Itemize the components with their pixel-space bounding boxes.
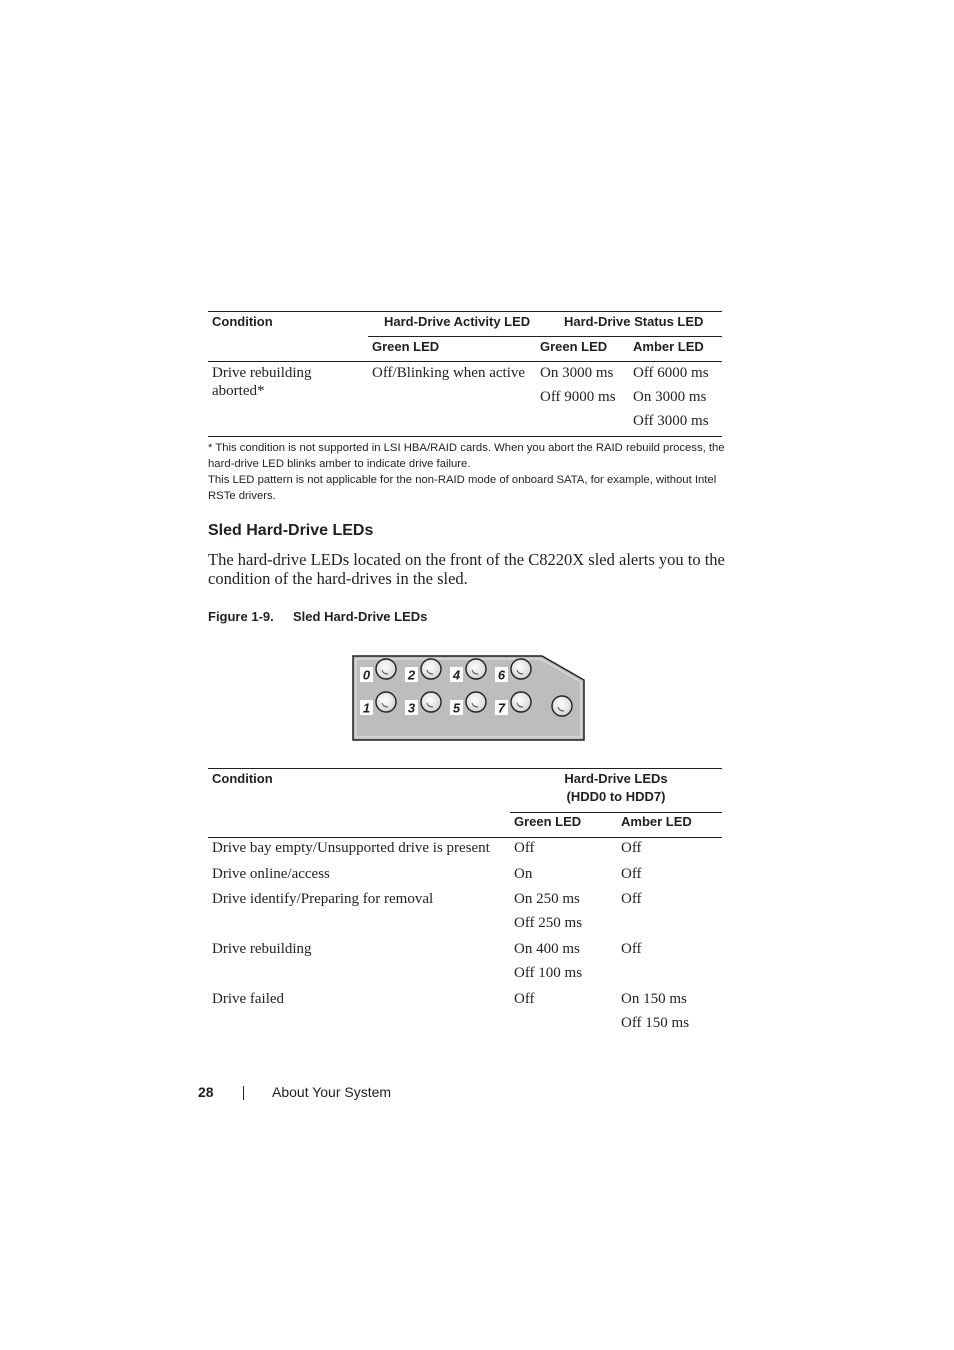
- table-cell-condition: Drive identify/Preparing for removal: [212, 891, 434, 907]
- table-header-leds-range: (HDD0 to HDD7): [566, 789, 666, 804]
- hdd-led-2: [421, 659, 441, 679]
- table-rule-header: [208, 837, 722, 838]
- table-cell-green: Off: [514, 840, 535, 856]
- table-rule-bottom: [208, 436, 722, 437]
- table-header-green: Green LED: [514, 814, 582, 829]
- led-number-label: 5: [452, 700, 461, 716]
- table-cell-amber: Off 6000 ms: [633, 365, 709, 381]
- led-number-label: 3: [407, 700, 416, 716]
- table-header-status-amber: Amber LED: [633, 339, 704, 354]
- table-rule-sub: [510, 812, 722, 813]
- table-rule-header: [208, 361, 722, 362]
- hdd-led-3: [421, 692, 441, 712]
- table-cell-green: On 3000 ms: [540, 365, 614, 381]
- table-cell-activity: Off/Blinking when active: [372, 365, 526, 381]
- figure-title: Sled Hard-Drive LEDs: [293, 609, 428, 624]
- table-cell-condition: Drive rebuilding: [212, 941, 312, 957]
- led-number-label: 2: [407, 667, 416, 683]
- table-cell-green: Off: [514, 991, 535, 1007]
- table-header-condition: Condition: [212, 771, 273, 786]
- hdd-led-0: [376, 659, 396, 679]
- section-heading: Sled Hard-Drive LEDs: [208, 522, 374, 539]
- table-cell-amber: On 150 ms: [621, 991, 687, 1007]
- led-number-label: 0: [362, 667, 371, 683]
- table-cell-amber: Off: [621, 840, 642, 856]
- table-cell-condition: Drive bay empty/Unsupported drive is present: [212, 840, 490, 856]
- figure-caption: [208, 609, 427, 624]
- table-header-leds: Hard-Drive LEDs: [564, 771, 668, 786]
- table-footnote: * This condition is not supported in LSI HBA/RAID cards. When you abort the RAID rebuild process, the hard-drive LED blinks amber to indicate drive failure.: [208, 442, 725, 470]
- table-cell-green: Off 9000 ms: [540, 389, 616, 405]
- table-cell-green: On: [514, 866, 533, 882]
- table-note: This LED pattern is not applicable for the non-RAID mode of onboard SATA, for example, without Intel RSTe drivers.: [208, 474, 717, 502]
- page-number: 28: [198, 1084, 214, 1100]
- figure-number: Figure 1-9.: [208, 609, 274, 624]
- table-header-status-green: Green LED: [540, 339, 608, 354]
- led-number-label: 1: [362, 700, 371, 716]
- led-number-label: 4: [452, 667, 461, 683]
- hdd-led-7: [511, 692, 531, 712]
- table-cell-condition: Drive rebuilding: [212, 365, 312, 381]
- table-cell-amber: On 3000 ms: [633, 389, 707, 405]
- table-header-activity-green: Green LED: [372, 339, 440, 354]
- sled-status-led: [552, 696, 572, 716]
- section-paragraph: The hard-drive LEDs located on the front of the C8220X sled alerts you to the condition of the hard-drives in the sled.: [208, 550, 725, 588]
- table-cell-green: On 400 ms: [514, 941, 580, 957]
- footer-section-title: About Your System: [272, 1084, 392, 1100]
- table-cell-green: Off 100 ms: [514, 965, 583, 981]
- hdd-led-5: [466, 692, 486, 712]
- hdd-led-4: [466, 659, 486, 679]
- table-cell-condition: Drive online/access: [212, 866, 330, 882]
- sled-led-panel-illustration: [350, 654, 590, 746]
- table-cell-condition-cont: aborted*: [212, 383, 265, 399]
- table-header-amber: Amber LED: [621, 814, 692, 829]
- table-cell-amber: Off: [621, 891, 642, 907]
- led-number-label: 6: [497, 667, 506, 683]
- table-cell-amber: Off: [621, 941, 642, 957]
- led-number-label: 7: [497, 700, 506, 716]
- table-cell-green: On 250 ms: [514, 891, 580, 907]
- table-rule-sub: [368, 336, 722, 337]
- table-header-condition: Condition: [212, 314, 273, 329]
- hdd-led-1: [376, 692, 396, 712]
- table-cell-condition: Drive failed: [212, 991, 285, 1007]
- table-cell-amber: Off 3000 ms: [633, 413, 709, 429]
- table-cell-amber: Off 150 ms: [621, 1015, 690, 1031]
- table-header-activity-led: Hard-Drive Activity LED: [384, 314, 531, 329]
- table-rule-top: [208, 768, 722, 769]
- table-header-status-led: Hard-Drive Status LED: [564, 314, 704, 329]
- hdd-led-6: [511, 659, 531, 679]
- table-cell-amber: Off: [621, 866, 642, 882]
- table-rule-top: [208, 311, 722, 312]
- table-cell-green: Off 250 ms: [514, 915, 583, 931]
- footer-divider: [243, 1086, 244, 1100]
